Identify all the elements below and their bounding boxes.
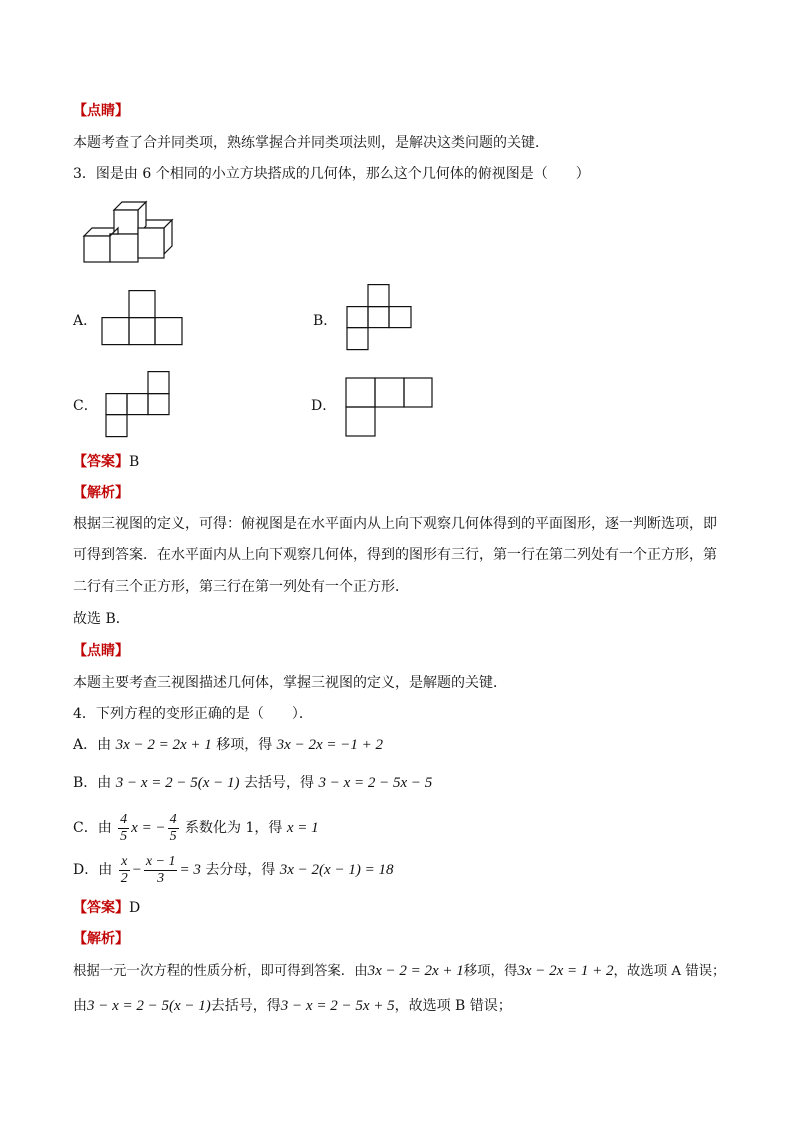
q3-answer xyxy=(73,452,139,472)
fraction-numerator: x − 1 xyxy=(145,853,176,869)
q4-analysis-2a: 由 xyxy=(73,998,87,1014)
q4-option-b[interactable] xyxy=(73,773,432,793)
q4-option-c-x: x = − xyxy=(131,820,166,836)
q4-analysis-2b: 去括号，得 xyxy=(210,998,281,1014)
q3-stem: 3．图是由 6 个相同的小立方块搭成的几何体，那么这个几何体的俯视图是（ ） xyxy=(73,166,590,182)
q4-answer xyxy=(73,898,140,918)
fraction-numerator: 4 xyxy=(120,811,128,827)
q4-analysis-2-eq2: 3 − x = 2 − 5x + 5 xyxy=(280,998,395,1014)
q3-analysis-line-1: 根据三视图的定义，可得：俯视图是在水平面内从上向下观察几何体得到的平面图形，逐一判断选项，即 xyxy=(73,516,717,532)
fraction-denominator: 5 xyxy=(120,828,128,844)
q4-option-d-equals: = 3 xyxy=(179,862,201,878)
q4-analysis-2-eq1: 3 − x = 2 − 5(x − 1) xyxy=(87,998,211,1014)
q4-option-c-fraction-1 xyxy=(118,812,129,845)
dianjing-heading-1: 【点睛】 xyxy=(73,103,129,119)
q4-analysis-2c: ，故选项 B 错误； xyxy=(394,998,512,1014)
q3-analysis-line-3: 二行有三个正方形，第三行在第一列处有一个正方形． xyxy=(73,579,409,595)
q4-option-d-mid: 去分母，得 xyxy=(205,862,276,878)
q4-option-d-result: 3x − 2(x − 1) = 18 xyxy=(279,862,394,878)
q4-option-b-equation: 3 − x = 2 − 5(x − 1) xyxy=(115,775,240,791)
q3-dianjing-text: 本题主要考查三视图描述几何体，掌握三视图的定义，是解题的关键． xyxy=(73,675,507,691)
q3-dianjing-heading: 【点睛】 xyxy=(73,643,129,659)
q4-analysis-1c: ，故选项 A 错误； xyxy=(613,964,726,979)
q4-option-a-mid: 移项，得 xyxy=(216,737,273,753)
q4-option-c[interactable] xyxy=(73,808,319,848)
q4-analysis-heading: 【解析】 xyxy=(73,931,129,947)
q3-analysis-heading: 【解析】 xyxy=(73,485,129,501)
q3-option-d-figure[interactable] xyxy=(345,377,435,439)
q4-analysis-1-eq1: 3x − 2 = 2x + 1 xyxy=(367,963,464,979)
q4-option-a-equation: 3x − 2 = 2x + 1 xyxy=(115,737,212,753)
q4-option-a[interactable] xyxy=(73,735,383,755)
q3-option-d-label[interactable]: D． xyxy=(311,398,337,414)
q3-option-c-label[interactable]: C． xyxy=(73,398,98,414)
fraction-denominator: 3 xyxy=(157,870,165,886)
q4-option-d-minus: − xyxy=(131,862,142,878)
q4-option-d-fraction-1 xyxy=(119,854,130,887)
q4-option-c-mid: 系数化为 1，得 xyxy=(185,820,283,836)
q3-conclusion: 故选 B． xyxy=(73,611,130,627)
fraction-numerator: x xyxy=(119,854,130,871)
q4-answer-tag: 【答案】 xyxy=(73,900,129,916)
q4-option-c-fraction-2 xyxy=(168,812,179,845)
q4-option-a-result: 3x − 2x = −1 + 2 xyxy=(276,737,383,753)
q3-option-b-label[interactable]: B． xyxy=(313,313,338,329)
q4-option-b-mid: 去括号，得 xyxy=(244,775,314,791)
q3-answer-tag: 【答案】 xyxy=(73,454,129,470)
q3-option-a-label[interactable]: A． xyxy=(73,313,98,329)
q4-analysis-1a: 根据一元一次方程的性质分析，即可得到答案．由 xyxy=(73,964,368,979)
q3-solid-figure xyxy=(76,196,176,268)
q3-analysis-line-2: 可得到答案．在水平面内从上向下观察几何体，得到的图形有三行，第一行在第二列处有一个正方形，第 xyxy=(73,547,717,563)
q4-option-c-result: x = 1 xyxy=(286,820,319,836)
q4-answer-value: D xyxy=(129,900,141,916)
fraction-denominator: 2 xyxy=(120,870,128,886)
q3-option-a-figure[interactable] xyxy=(101,290,185,346)
q4-option-d-fraction-2 xyxy=(144,854,178,887)
q4-analysis-line-2 xyxy=(73,996,512,1016)
q3-answer-value: B xyxy=(129,454,140,470)
q4-option-d-prefix: D．由 xyxy=(73,862,113,878)
q4-option-d[interactable] xyxy=(73,850,393,890)
q4-option-a-prefix: A．由 xyxy=(73,737,112,753)
q3-option-b-figure[interactable] xyxy=(346,284,414,352)
q4-analysis-1-eq2: 3x − 2x = 1 + 2 xyxy=(517,963,614,979)
dianjing-text-1: 本题考查了合并同类项，熟练掌握合并同类项法则，是解决这类问题的关键． xyxy=(73,135,549,151)
q4-option-b-prefix: B．由 xyxy=(73,775,112,791)
q4-analysis-1b: 移项，得 xyxy=(463,964,518,979)
fraction-denominator: 5 xyxy=(169,828,177,844)
fraction-numerator: 4 xyxy=(169,811,177,827)
q4-option-c-prefix: C．由 xyxy=(73,820,112,836)
q3-option-c-figure[interactable] xyxy=(105,371,173,439)
q4-option-b-result: 3 − x = 2 − 5x − 5 xyxy=(318,775,433,791)
q4-stem: 4．下列方程的变形正确的是（ ）． xyxy=(73,706,313,722)
q4-analysis-line-1 xyxy=(73,961,725,982)
